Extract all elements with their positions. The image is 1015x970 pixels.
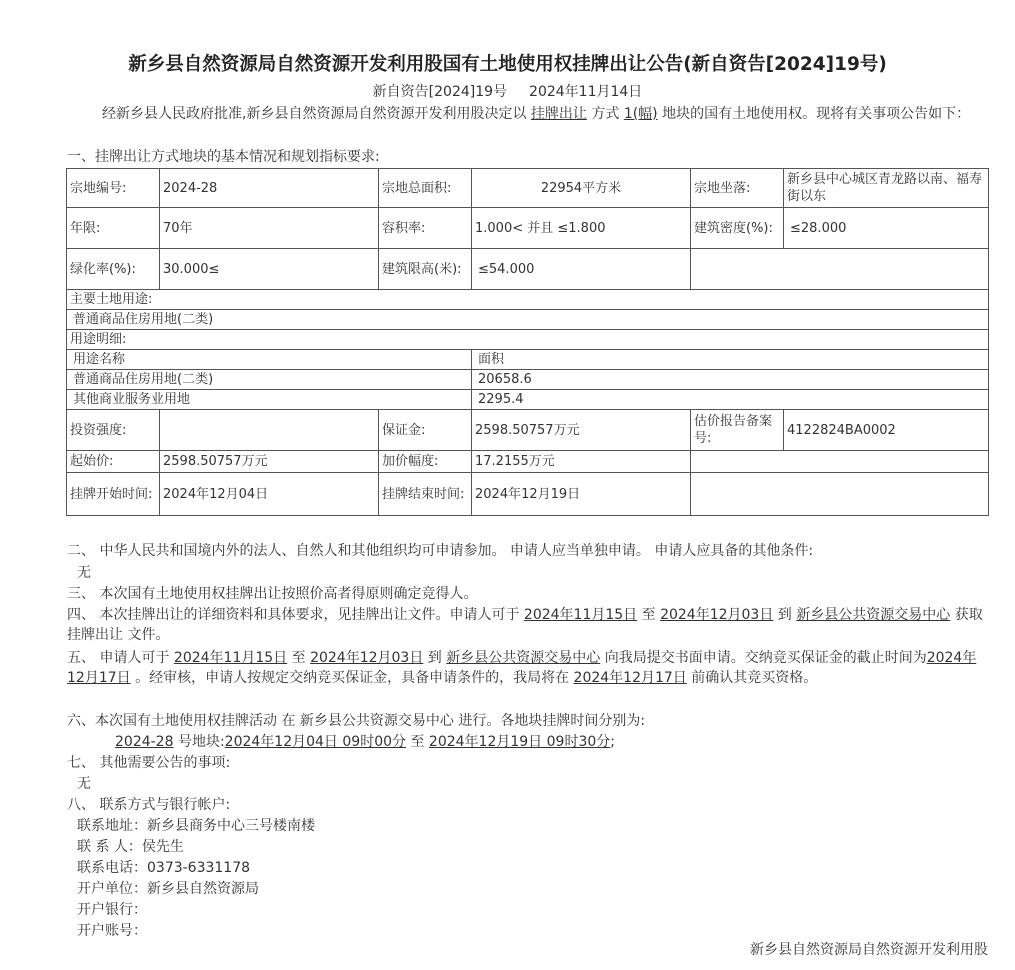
main-use-label: 主要土地用途: <box>67 290 989 310</box>
density-value: ≤28.000 <box>784 208 989 249</box>
account-unit: 开户单位：新乡县自然资源局 <box>77 881 259 897</box>
table-row <box>67 330 989 350</box>
page-title: 新乡县自然资源局自然资源开发利用股国有土地使用权挂牌出让公告(新自资告[2024]19号) <box>128 54 887 75</box>
location-value: 新乡县中心城区青龙路以南、福寿街以东 <box>784 169 989 208</box>
section-5: 五、 申请人可于 2024年11月15日 至 2024年12月03日 到 新乡县公共资源交易中心 向我局提交书面申请。交纳竞买保证金的截止时间为2024年12月17日 。经审核，申请人按规定交纳竞买保证金，具备申请条件的，我局将在 2024年12月17日 前确认其竞买资格。 <box>67 650 977 686</box>
listing-start-value: 2024年12月04日 <box>160 473 379 516</box>
section-6: 六、本次国有土地使用权挂牌活动 在 新乡县公共资源交易中心 进行。各地块挂牌时间分别为: <box>67 713 646 729</box>
time-underlined: 2024年12月19日 09时30分 <box>428 734 611 750</box>
deposit-value: 2598.50757万元 <box>472 410 691 451</box>
contact-phone: 联系电话：0373-6331178 <box>77 860 251 876</box>
appraisal-value: 4122824BA0002 <box>784 410 989 451</box>
empty-cell <box>691 451 989 473</box>
account-bank: 开户银行： <box>77 902 147 918</box>
intro-paragraph: 经新乡县人民政府批准,新乡县自然资源局自然资源开发利用股决定以 挂牌出让 方式 1(幅) 地块的国有土地使用权。现将有关事项公告如下： <box>102 106 971 122</box>
invest-value <box>160 410 379 451</box>
use-area-header: 面积 <box>472 350 989 370</box>
table-row <box>67 249 989 290</box>
parcel-no-value: 2024-28 <box>160 169 379 208</box>
area-value: 22954平方米 <box>472 169 691 208</box>
use-name: 其他商业服务业用地 <box>67 390 472 410</box>
table-row <box>67 290 989 310</box>
date-underlined: 2024年12月03日 <box>310 650 424 666</box>
table-row <box>67 310 989 330</box>
height-value: ≤54.000 <box>472 249 691 290</box>
density-label: 建筑密度(%): <box>691 208 784 249</box>
section-8: 八、 联系方式与银行帐户: <box>67 797 231 813</box>
location-label: 宗地坐落: <box>691 169 784 208</box>
signature: 新乡县自然资源局自然资源开发利用股 <box>750 942 988 958</box>
table-row <box>67 350 989 370</box>
height-label: 建筑限高(米): <box>379 249 472 290</box>
section-6-schedule: 2024-28 号地块:2024年12月04日 09时00分 至 2024年12月19日 09时30分; <box>115 734 615 750</box>
table-row <box>67 410 989 451</box>
main-use-value: 普通商品住房用地(二类) <box>67 310 989 330</box>
method-underlined: 挂牌出让 <box>530 106 587 122</box>
listing-end-label: 挂牌结束时间: <box>379 473 472 516</box>
time-underlined: 2024年12月04日 09时00分 <box>224 734 407 750</box>
start-price-value: 2598.50757万元 <box>160 451 379 473</box>
section-3: 三、 本次国有土地使用权挂牌出让按照价高者得原则确定竞得人。 <box>67 586 478 602</box>
use-name: 普通商品住房用地(二类) <box>67 370 472 390</box>
section-2: 二、 中华人民共和国境内外的法人、自然人和其他组织均可申请参加。 申请人应当单独申请。 申请人应具备的其他条件: <box>67 543 814 559</box>
section-4: 四、 本次挂牌出让的详细资料和具体要求，见挂牌出让文件。申请人可于 2024年11月15日 至 2024年12月03日 到 新乡县公共资源交易中心 获取 挂牌出让 文件。 <box>67 607 983 643</box>
section-7-value: 无 <box>77 776 91 792</box>
invest-label: 投资强度: <box>67 410 160 451</box>
table-row <box>67 390 989 410</box>
deposit-label: 保证金: <box>379 410 472 451</box>
table-row <box>67 169 989 208</box>
parcel-no-label: 宗地编号: <box>67 169 160 208</box>
parcel-underlined: 2024-28 <box>115 734 174 750</box>
far-label: 容积率: <box>379 208 472 249</box>
section-7: 七、 其他需要公告的事项: <box>67 755 231 771</box>
table-row <box>67 370 989 390</box>
green-value: 30.000≤ <box>160 249 379 290</box>
contact-person: 联 系 人：侯先生 <box>77 839 184 855</box>
use-area: 20658.6 <box>472 370 989 390</box>
term-label: 年限: <box>67 208 160 249</box>
section-1-heading: 一、挂牌出让方式地块的基本情况和规划指标要求: <box>67 149 380 165</box>
appraisal-label: 估价报告备案号: <box>691 410 784 451</box>
area-label: 宗地总面积: <box>379 169 472 208</box>
table-row <box>67 451 989 473</box>
place-underlined: 新乡县公共资源交易中心 <box>796 607 951 623</box>
contact-address: 联系地址：新乡县商务中心三号楼南楼 <box>77 818 315 834</box>
listing-end-value: 2024年12月19日 <box>472 473 691 516</box>
table-row <box>67 208 989 249</box>
term-value: 70年 <box>160 208 379 249</box>
start-price-label: 起始价: <box>67 451 160 473</box>
use-detail-label: 用途明细: <box>67 330 989 350</box>
green-label: 绿化率(%): <box>67 249 160 290</box>
listing-start-label: 挂牌开始时间: <box>67 473 160 516</box>
empty-cell <box>691 249 989 290</box>
count-underlined: 1(幅) <box>623 106 658 122</box>
date-underlined: 2024年12月17日 <box>573 670 687 686</box>
increment-value: 17.2155万元 <box>472 451 691 473</box>
place-underlined: 新乡县公共资源交易中心 <box>446 650 601 666</box>
doc-number: 新自资告[2024]19号 <box>372 84 508 100</box>
table-row <box>67 473 989 516</box>
date-underlined: 2024年11月15日 <box>523 607 638 623</box>
empty-cell <box>691 473 989 516</box>
doc-date: 2024年11月14日 <box>529 84 643 100</box>
far-value: 1.000< 并且 ≤1.800 <box>472 208 691 249</box>
use-name-header: 用途名称 <box>67 350 472 370</box>
date-underlined: 2024年12月03日 <box>660 607 774 623</box>
account-number: 开户账号： <box>77 923 147 939</box>
use-area: 2295.4 <box>472 390 989 410</box>
parcel-info-table <box>66 168 989 516</box>
doc-meta <box>0 83 1015 101</box>
date-underlined: 2024年11月15日 <box>173 650 288 666</box>
section-2-value: 无 <box>77 565 91 581</box>
increment-label: 加价幅度: <box>379 451 472 473</box>
date-underlined: 2024年12月17日 <box>67 650 977 686</box>
